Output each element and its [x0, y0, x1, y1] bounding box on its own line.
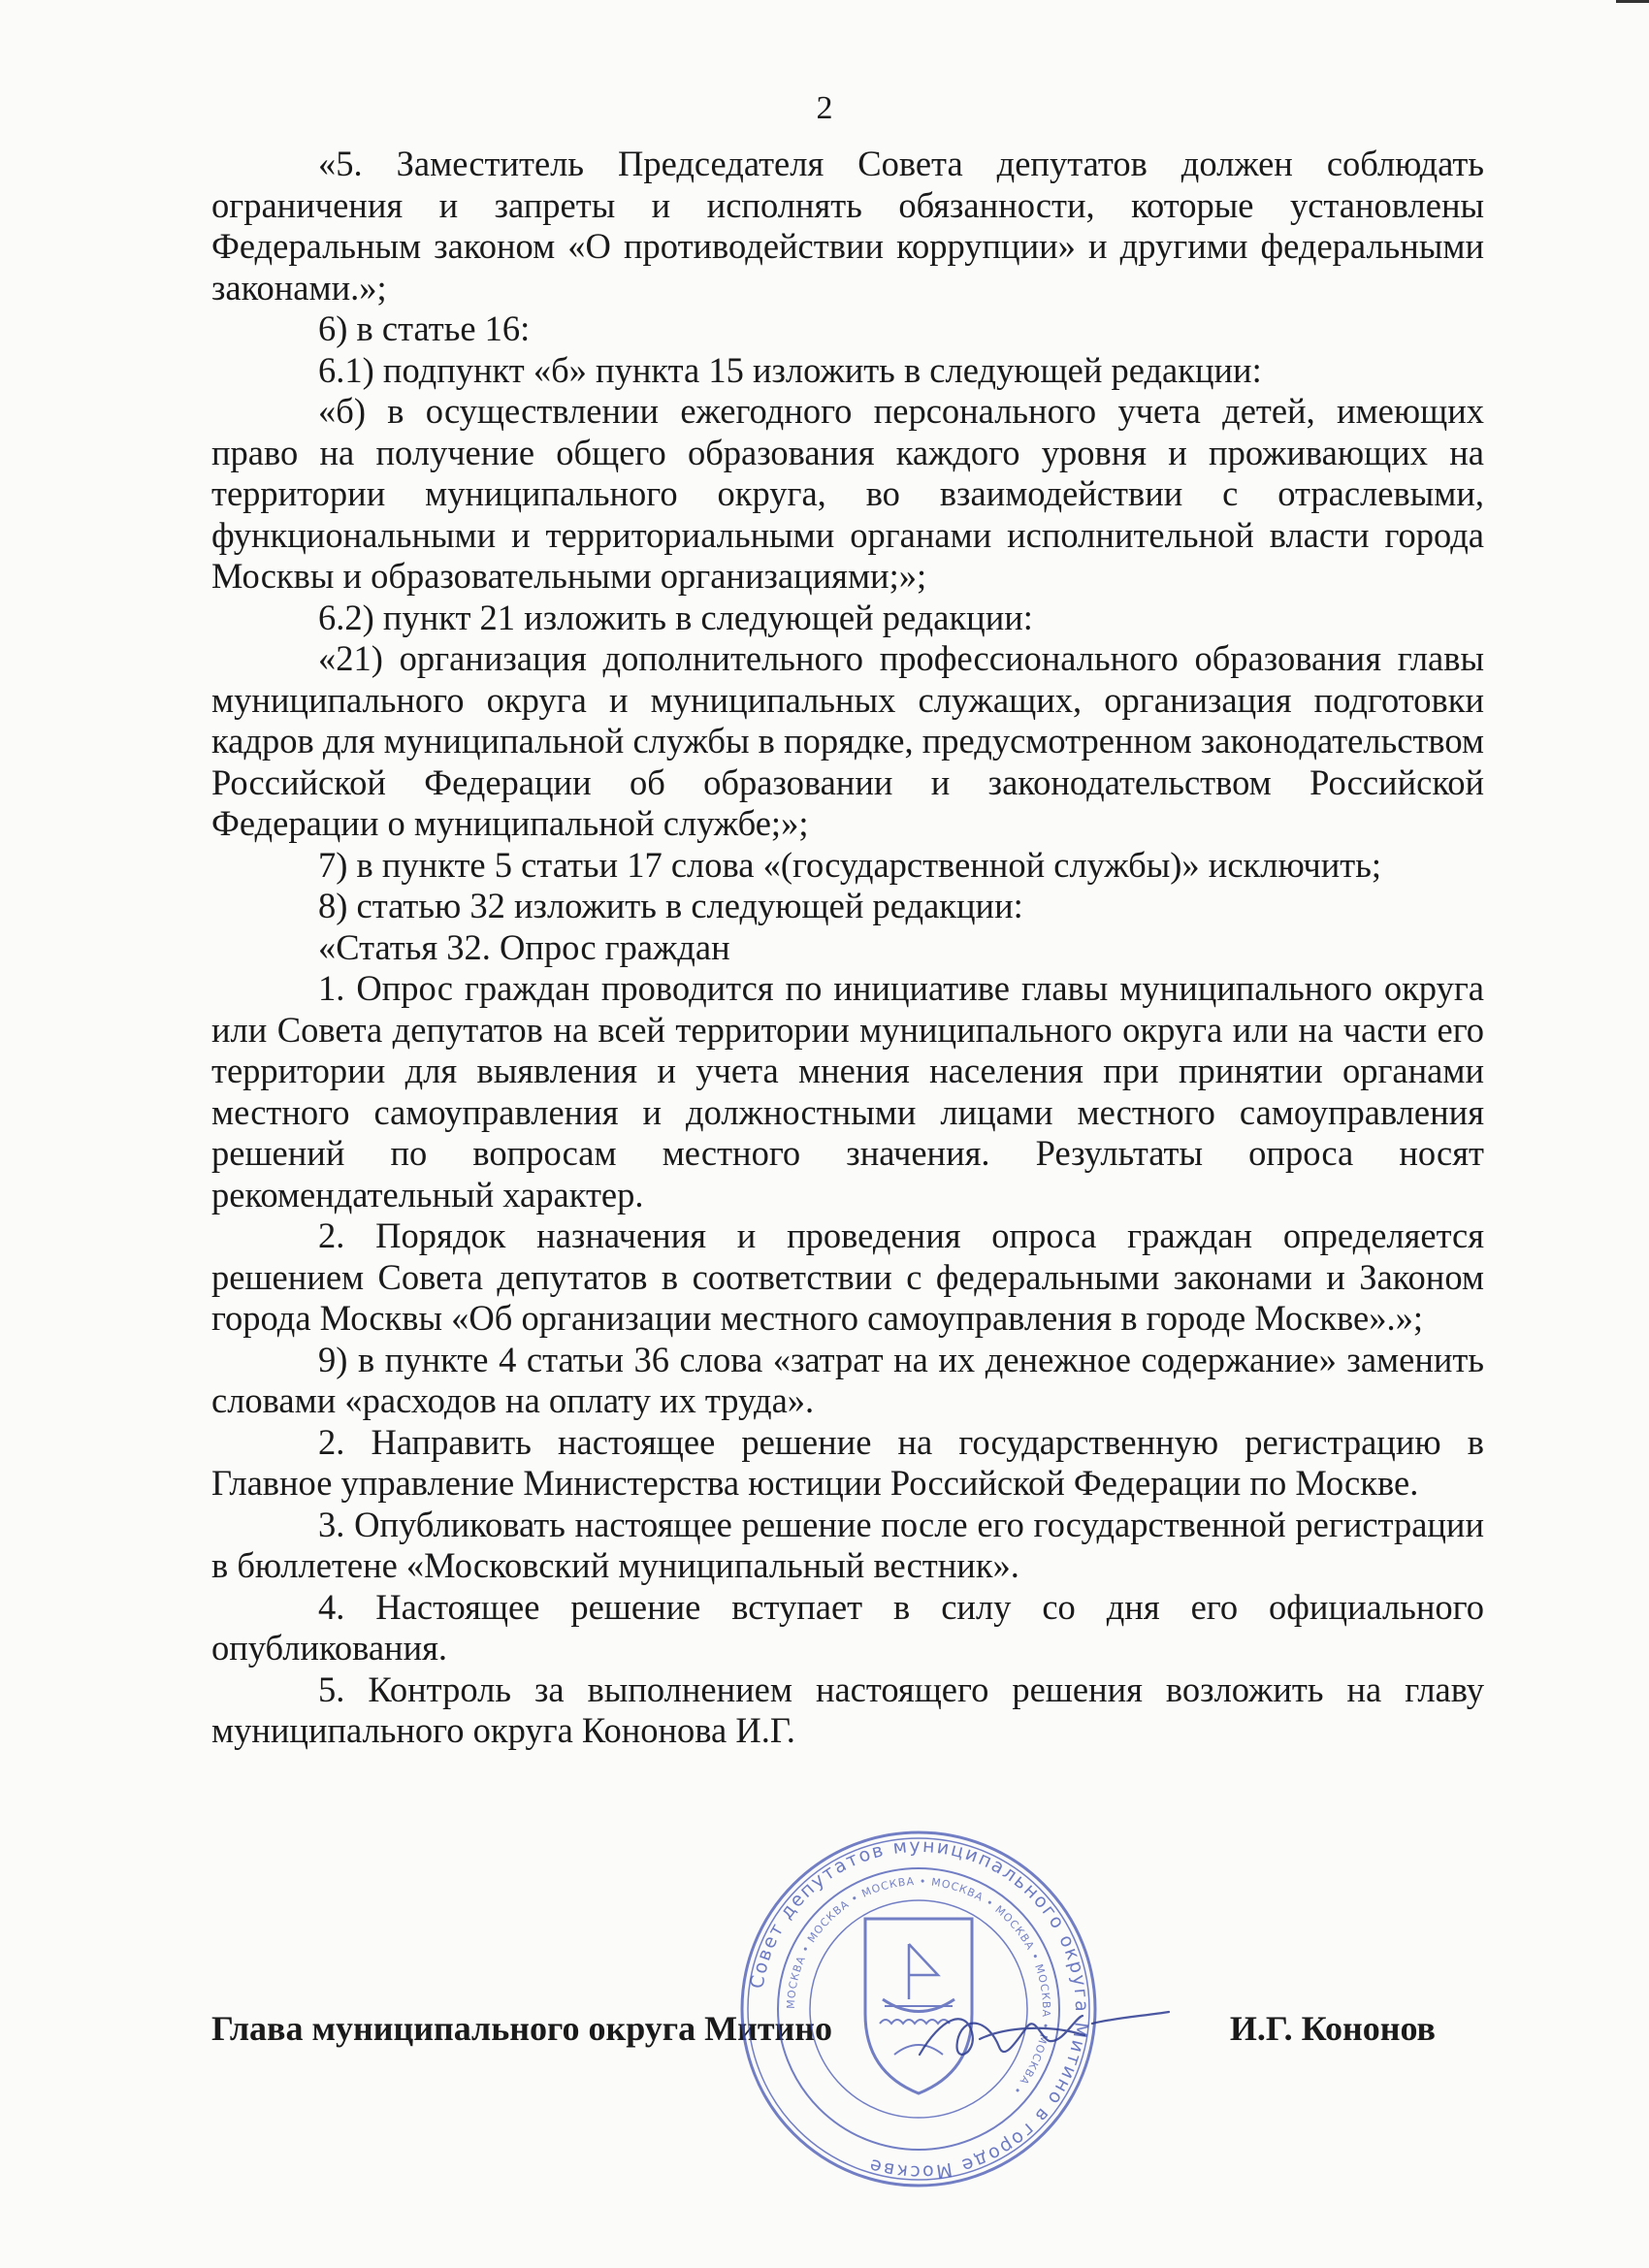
paragraph: 9) в пункте 4 статьи 36 слова «затрат на их денежное содержание» заменить словами «расходов на оплату их труда». — [211, 1339, 1484, 1420]
paragraph: «Статья 32. Опрос граждан — [318, 926, 730, 967]
page-number: 2 — [816, 90, 833, 126]
paragraph: 2. Направить настоящее решение на государственную регистрацию в Главное управление Министерства юстиции Российской Федерации по Москве. — [211, 1421, 1484, 1503]
paragraph: 7) в пункте 5 статьи 17 слова «(государственной службы)» исключить; — [318, 844, 1381, 885]
signature-name: И.Г. Кононов — [1229, 2009, 1436, 2048]
paragraph: 1. Опрос граждан проводится по инициативе главы муниципального округа или Совета депутатов на всей территории муниципального округа или на части его территории для выявления и учета мнения населения при принятии органами местного самоуправления и должностными лицами местного самоуправления решений по вопросам местного значения. Результаты опроса носят рекомендательный характер. — [211, 968, 1484, 1215]
scan-edge-mark — [1616, 0, 1649, 3]
paragraph: 2. Порядок назначения и проведения опроса граждан определяется решением Совета депутатов в соответствии с федеральными законами и Законом города Москвы «Об организации местного самоуправления в городе Москве».»; — [211, 1215, 1484, 1338]
paragraph: «5. Заместитель Председателя Совета депутатов должен соблюдать ограничения и запреты и исполнять обязанности, которые установлены Федеральным законом «О противодействии коррупции» и другими федеральными законами.»; — [211, 144, 1484, 308]
paragraph: 6.2) пункт 21 изложить в следующей редакции: — [318, 597, 1033, 637]
paragraph: 6) в статье 16: — [318, 308, 531, 348]
paragraph: 8) статью 32 изложить в следующей редакции: — [318, 886, 1023, 925]
paragraph: «21) организация дополнительного профессионального образования главы муниципального округа и муниципальных служащих, организация подготовки кадров для муниципальной службы в порядке, предусмотренном законодательством Российской Федерации об образовании и законодательством Российской Федерации о муниципальной службе;»; — [211, 638, 1484, 843]
paragraph: 6.1) подпункт «б» пункта 15 изложить в следующей редакции: — [318, 349, 1262, 390]
signature-title: Глава муниципального округа Митино — [211, 2009, 832, 2048]
paragraph: 5. Контроль за выполнением настоящего решения возложить на главу муниципального округа Кононова И.Г. — [211, 1669, 1484, 1750]
stamp-inner-text: МОСКВА • МОСКВА • МОСКВА • МОСКВА • МОСКВА • МОСКВА • МОСКВА • — [784, 1874, 1053, 2097]
handwritten-signature — [912, 1979, 1174, 2086]
document-body — [211, 144, 1484, 1752]
paragraph: «б) в осуществлении ежегодного персонального учета детей, имеющих право на получение общего образования каждого уровня и проживающих на территории муниципального округа, во взаимодействии с отраслевыми, функциональными и территориальными органами исполнительной власти города Москвы и образовательными организациями;»; — [211, 391, 1484, 596]
paragraph: 3. Опубликовать настоящее решение после его государственной регистрации в бюллетене «Московский муниципальный вестник». — [211, 1504, 1484, 1585]
paragraph: 4. Настоящее решение вступает в силу со дня его официального опубликования. — [211, 1586, 1484, 1668]
stamp-outer-text: Совет депутатов муниципального округа Митино в городе Москве — [746, 1834, 1093, 2184]
